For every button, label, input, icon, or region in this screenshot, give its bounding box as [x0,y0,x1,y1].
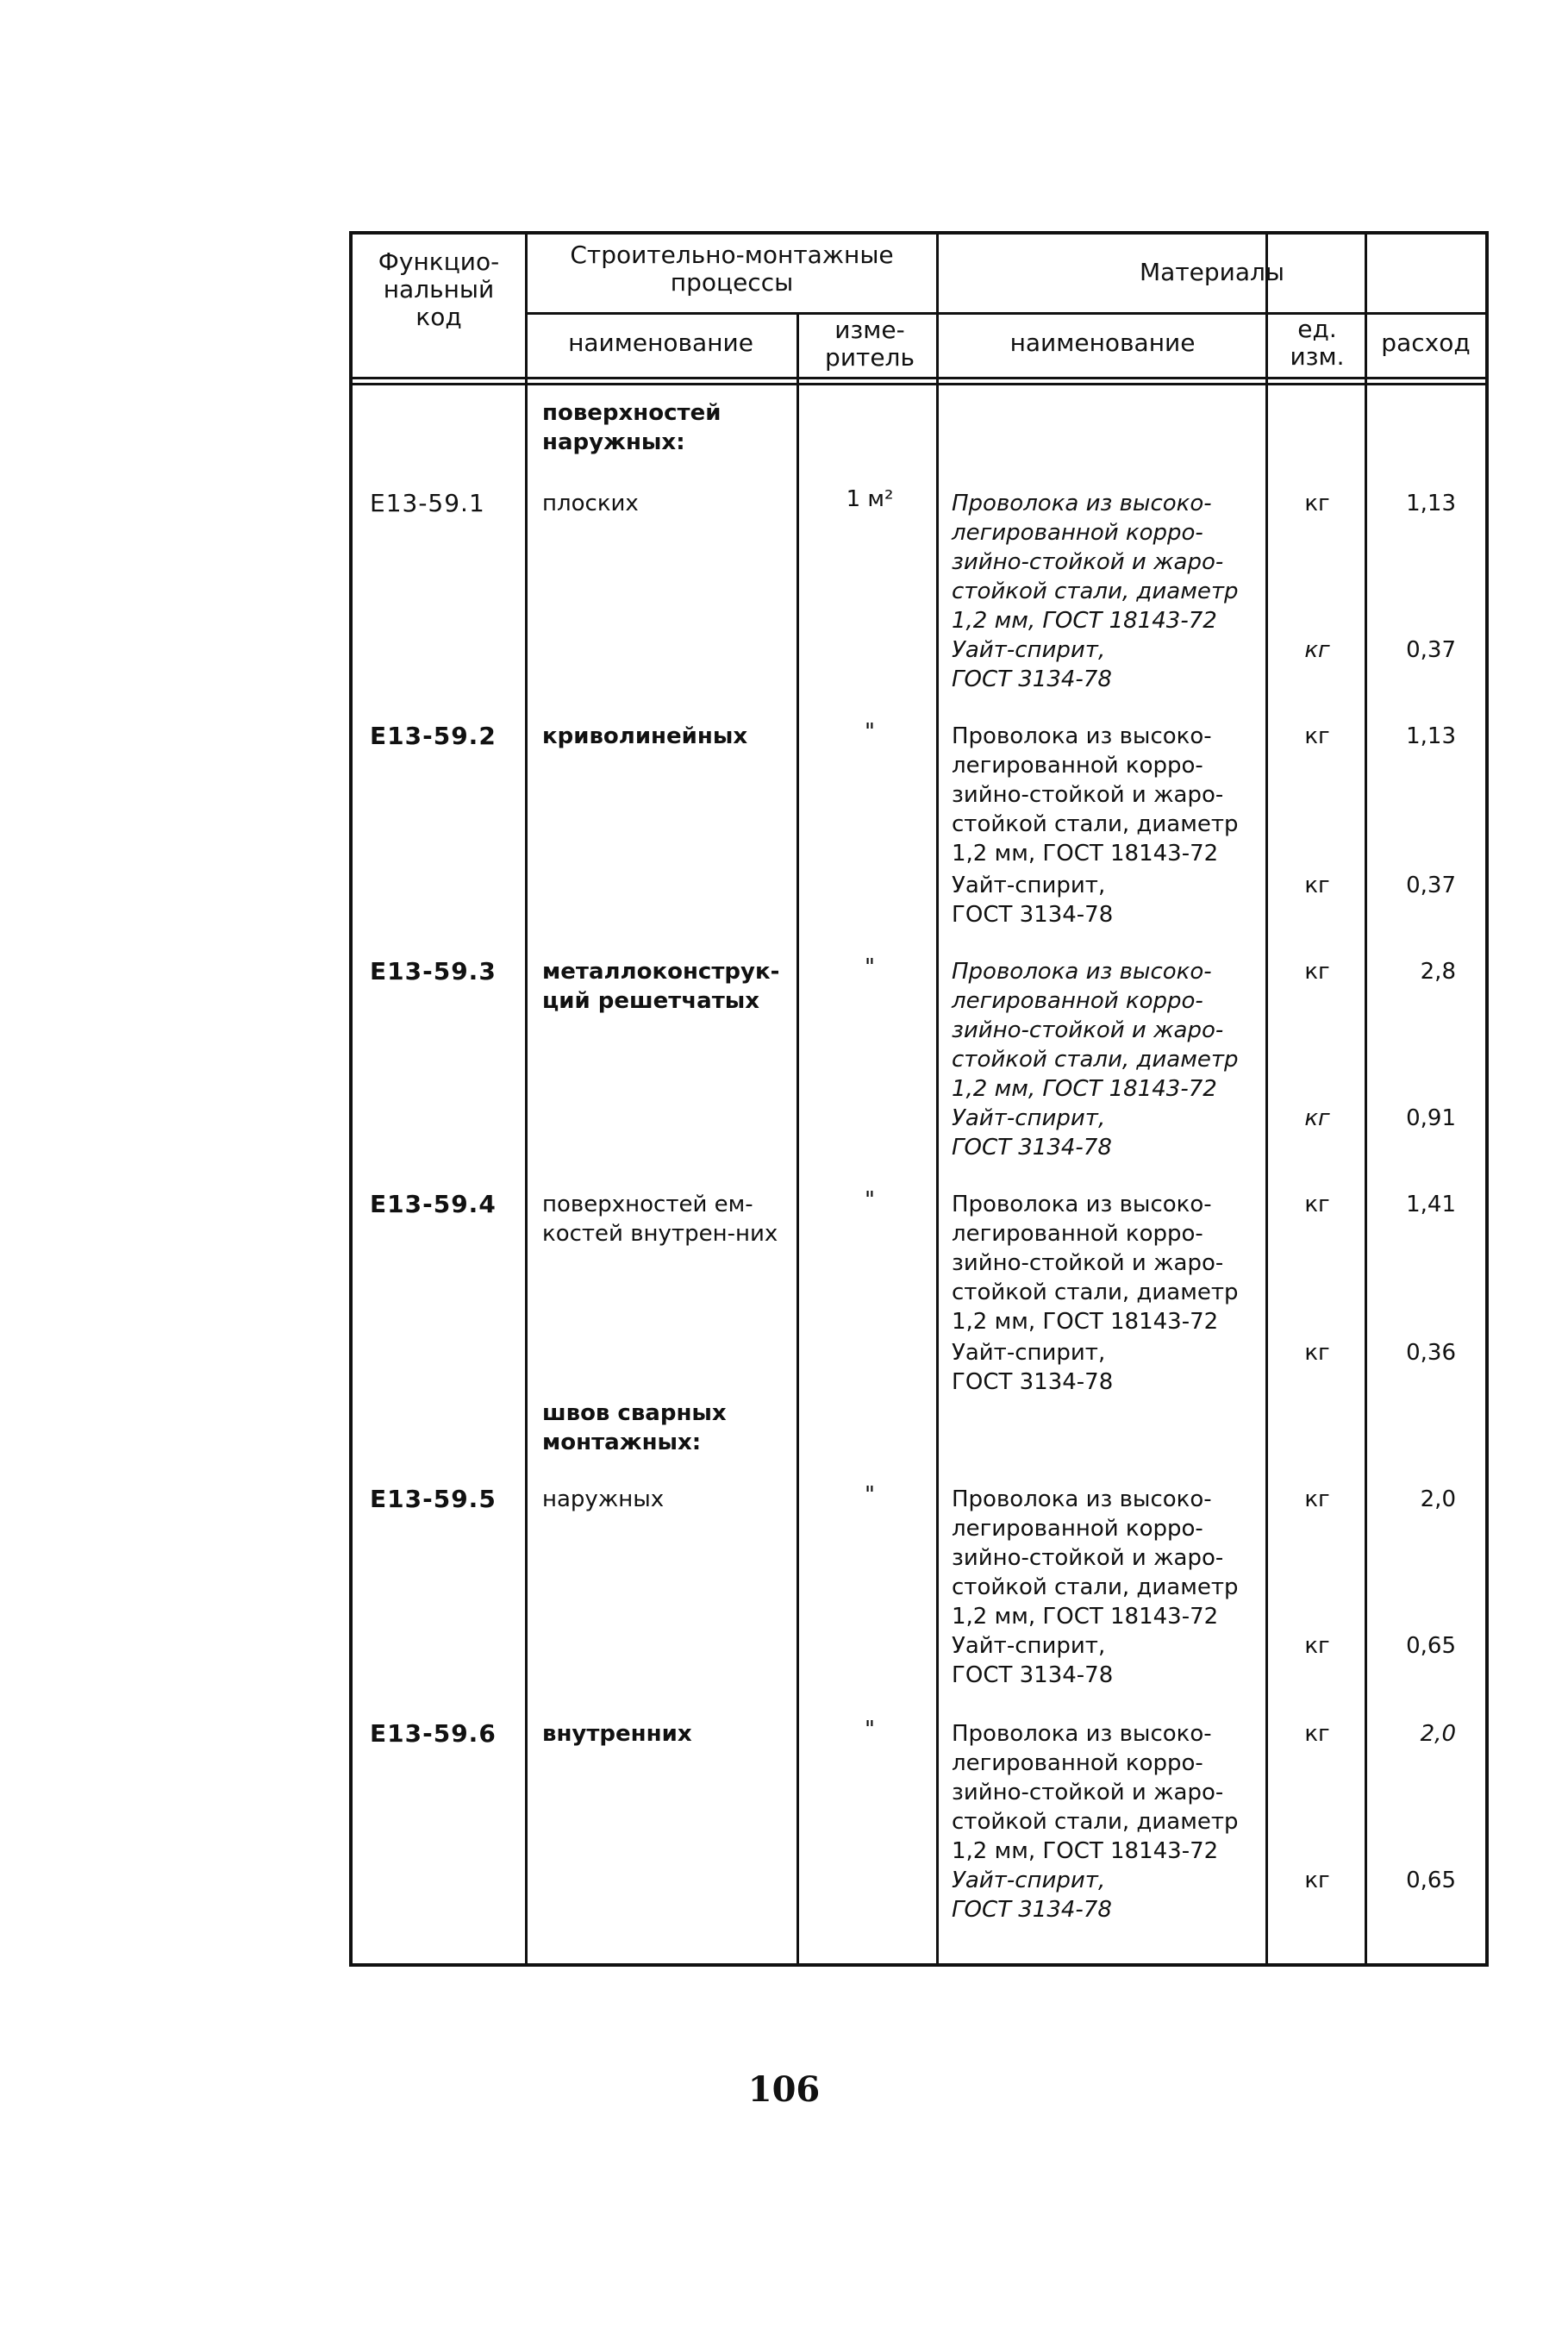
row-wire-unit: кг [1304,723,1330,749]
header-processes: Строительно-монтажные процессы [570,241,894,297]
row-wire-unit: кг [1304,1192,1330,1217]
col-divider [525,235,528,1963]
row-wire-unit: кг [1304,959,1330,985]
row-wire: Проволока из высоко-легированной корро-зийно-стойкой и жаро-стойкой стали, диаметр 1,2 мм, ГОСТ 18143-72 [952,1192,1239,1335]
row-wire: Проволока из высоко-легированной корро-зийно-стойкой и жаро-стойкой стали, диаметр 1,2 мм, ГОСТ 18143-72 [952,1486,1239,1630]
header-line [353,383,1485,385]
header-mat-usage: расход [1381,329,1471,357]
row-spirit-unit: кг [1304,1105,1330,1131]
header-materials: Материалы [1140,258,1284,286]
row-spirit-usage: 0,37 [1406,637,1456,663]
header-func-code: Функцио-нальный код [378,247,500,331]
row-wire-usage: 1,41 [1406,1192,1456,1217]
row-spirit: Уайт-спирит, ГОСТ 3134-78 [952,637,1112,692]
row-wire-usage: 1,13 [1406,491,1456,516]
row-name: металлоконструк-ций решетчатых [542,959,780,1014]
row-code: Е13-59.5 [370,1485,497,1513]
row-name: наружных [542,1486,665,1512]
row-meter: 1 м² [846,486,894,512]
row-spirit-unit: кг [1304,1868,1330,1893]
row-meter: " [865,954,875,980]
page-number: 106 [747,2069,821,2110]
row-code: Е13-59.3 [370,957,497,986]
row-spirit: Уайт-спирит, ГОСТ 3134-78 [952,1340,1114,1395]
row-spirit-usage: 0,91 [1406,1105,1456,1131]
header-proc-name: наименование [568,329,753,357]
header-mat-name: наименование [1009,329,1196,357]
row-spirit-unit: кг [1304,873,1330,898]
row-spirit-unit: кг [1304,1633,1330,1659]
row-meter: " [865,1187,875,1213]
row-spirit: Уайт-спирит, ГОСТ 3134-78 [952,1105,1112,1161]
col-divider [796,312,799,1963]
row-code: Е13-59.1 [370,489,485,517]
row-spirit-usage: 0,36 [1406,1340,1456,1366]
row-wire-unit: кг [1304,491,1330,516]
materials-table [349,231,1489,1967]
row-name: криволинейных [542,723,748,749]
row-wire-usage: 2,0 [1420,1486,1456,1512]
row-name: поверхностей ем-костей внутрен-них [542,1192,778,1247]
row-meter: " [865,719,875,745]
row-code: Е13-59.4 [370,1190,497,1218]
row-code: Е13-59.2 [370,722,497,750]
header-line [353,377,1485,379]
row-spirit-usage: 0,65 [1406,1868,1456,1893]
row-spirit: Уайт-спирит, ГОСТ 3134-78 [952,1868,1112,1923]
row-name: плоских [542,491,639,516]
row-wire: Проволока из высоко-легированной корро-зийно-стойкой и жаро-стойкой стали, диаметр 1,2 мм, ГОСТ 18143-72 [952,959,1239,1102]
row-name: внутренних [542,1721,692,1747]
row-wire: Проволока из высоко-легированной корро-зийно-стойкой и жаро-стойкой стали, диаметр 1,2 мм, ГОСТ 18143-72 [952,1721,1239,1864]
group-heading: поверхностей наружных: [542,400,722,455]
row-spirit-usage: 0,65 [1406,1633,1456,1659]
row-spirit-unit: кг [1304,637,1330,663]
row-wire-unit: кг [1304,1486,1330,1512]
row-meter: " [865,1482,875,1508]
header-proc-meter: изме-ритель [825,316,915,372]
row-meter: " [865,1717,875,1743]
row-wire: Проволока из высоко-легированной корро-зийно-стойкой и жаро-стойкой стали, диаметр 1,2 мм, ГОСТ 18143-72 [952,491,1239,634]
row-spirit: Уайт-спирит, ГОСТ 3134-78 [952,873,1114,928]
row-code: Е13-59.6 [370,1719,497,1748]
row-wire-usage: 2,8 [1420,959,1456,985]
col-divider [936,235,939,1963]
row-spirit-unit: кг [1304,1340,1330,1366]
header-mat-unit: ед. изм. [1290,315,1345,371]
col-divider [1365,235,1367,1963]
row-wire: Проволока из высоко-легированной корро-зийно-стойкой и жаро-стойкой стали, диаметр 1,2 мм, ГОСТ 18143-72 [952,723,1239,867]
row-spirit: Уайт-спирит, ГОСТ 3134-78 [952,1633,1114,1688]
subheader-line [525,312,1485,315]
row-spirit-usage: 0,37 [1406,873,1456,898]
row-wire-unit: кг [1304,1721,1330,1747]
group-heading: швов сварных монтажных: [542,1400,727,1455]
row-wire-usage: 2,0 [1420,1721,1456,1747]
row-wire-usage: 1,13 [1406,723,1456,749]
